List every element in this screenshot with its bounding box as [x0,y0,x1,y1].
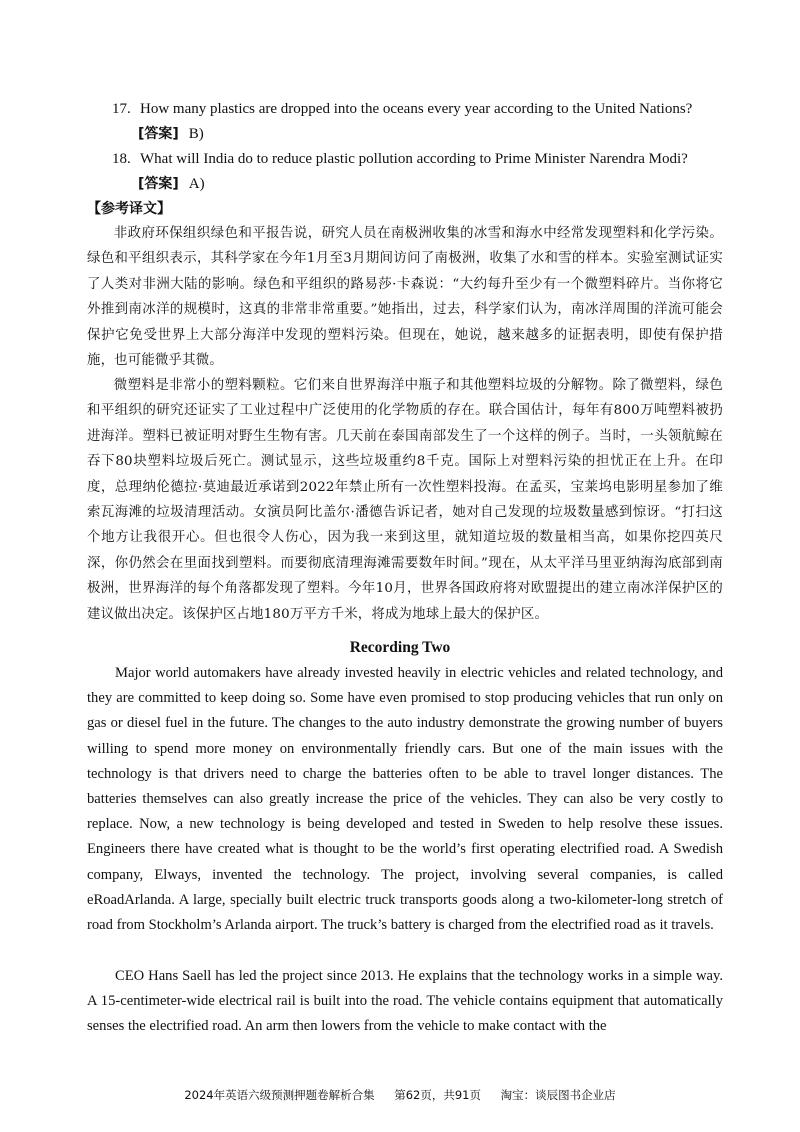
question-text: What will India do to reduce plastic pollution according to Prime Minister Narendra Modi? [140,151,688,167]
question-number: 18. [112,151,131,167]
translation-paragraph-1: 非政府环保组织绿色和平报告说，研究人员在南极洲收集的冰雪和海水中经常发现塑料和化学污染。绿色和平组织表示，其科学家在今年1月至3月期间访问了南极洲，收集了水和雪的样本。实验室测试证实了人类对非洲大陆的影响。绿色和平组织的路易莎·卡森说：“大约每升至少有一个微塑料碎片。当你将它外推到南冰洋的规模时，这真的非常非常重要。”她指出，过去，科学家们认为，南冰洋周围的洋流可能会保护它免受世界上大部分海洋中发现的塑料污染。但现在，她说，越来越多的证据表明，即使有保护措施，也可能微乎其微。 [87,226,723,369]
question-18 [112,148,724,171]
answer-17 [138,123,204,145]
translation-paragraph-2: 微塑料是非常小的塑料颗粒。它们来自世界海洋中瓶子和其他塑料垃圾的分解物。除了微塑料，绿色和平组织的研究还证实了工业过程中广泛使用的化学物质的存在。联合国估计，每年有800万吨塑料被扔进海洋。塑料已被证明对野生生物有害。几天前在泰国南部发生了一个这样的例子。当时，一头领航鲸在吞下80块塑料垃圾后死亡。测试显示，这些垃圾重约8千克。国际上对塑料污染的担忧正在上升。在印度，总理纳伦德拉·莫迪最近承诺到2022年禁止所有一次性塑料投海。在孟买，宝莱坞电影明星参加了维索瓦海滩的垃圾清理活动。女演员阿比盖尔·潘德告诉记者，她对自己发现的垃圾数量感到惊讶。“打扫这个地方让我很开心。但也很令人伤心，因为我一来到这里，就知道垃圾的数量相当高，如果你挖四英尺深，你仍然会在里面找到塑料。而要彻底清理海滩需要数年时间。”现在，从太平洋马里亚纳海沟底部到南极洲，世界海洋的每个角落都发现了塑料。今年10月，世界各国政府将对欧盟提出的建立南冰洋保护区的建议做出决定。该保护区占地180万平方千米，将成为地球上最大的保护区。 [87,378,723,622]
footer-page-info: 第62页，共91页 [394,1088,482,1102]
footer-shop: 淘宝：谈辰图书企业店 [500,1088,616,1102]
answer-label: [答案] [138,126,179,142]
answer-value: B) [188,126,204,142]
question-text: How many plastics are dropped into the oceans every year according to the United Nations? [140,101,693,117]
footer-book-title: 2024年英语六级预测押题卷解析合集 [184,1088,375,1102]
english-paragraph-1: Major world automakers have already invested heavily in electric vehicles and related technology, and they are committed to keep doing so. Some have even promised to stop producing vehicles that run only on gas or diesel fuel in the future. The changes to the auto industry demonstrate the growing number of buyers willing to spend more money on environmentally friendly cars. But one of the main issues with the technology is that drivers need to charge the batteries often to be able to travel longer distances. The batteries themselves can also greatly increase the price of the vehicles. They can also be very costly to replace. Now, a new technology is being developed and tested in Sweden to help resolve these issues. Engineers there have created what is thought to be the world’s first operating electrified road. A Swedish company, Elways, invented the technology. The project, involving several companies, is called eRoadArlanda. A large, specially built electric truck transports goods along a two-kilometer-long stretch of road from Stockholm’s Arlanda airport. The truck’s battery is charged from the electrified road as it travels. [87,665,723,934]
reference-heading: 【参考译文】 [87,201,171,217]
answer-18 [138,173,205,195]
answer-value: A) [188,176,205,192]
section-title: Recording Two [349,639,451,656]
english-paragraph-2: CEO Hans Saell has led the project since 2013. He explains that the technology works in a simple way. A 15-centimeter-wide electrical rail is built into the road. The vehicle contains equipment that automatically senses the electrified road. An arm then lowers from the vehicle to make contact with the [87,968,723,1035]
page-footer [0,1087,800,1103]
question-number: 17. [112,101,131,117]
question-17 [112,98,724,121]
answer-label: [答案] [138,176,179,192]
